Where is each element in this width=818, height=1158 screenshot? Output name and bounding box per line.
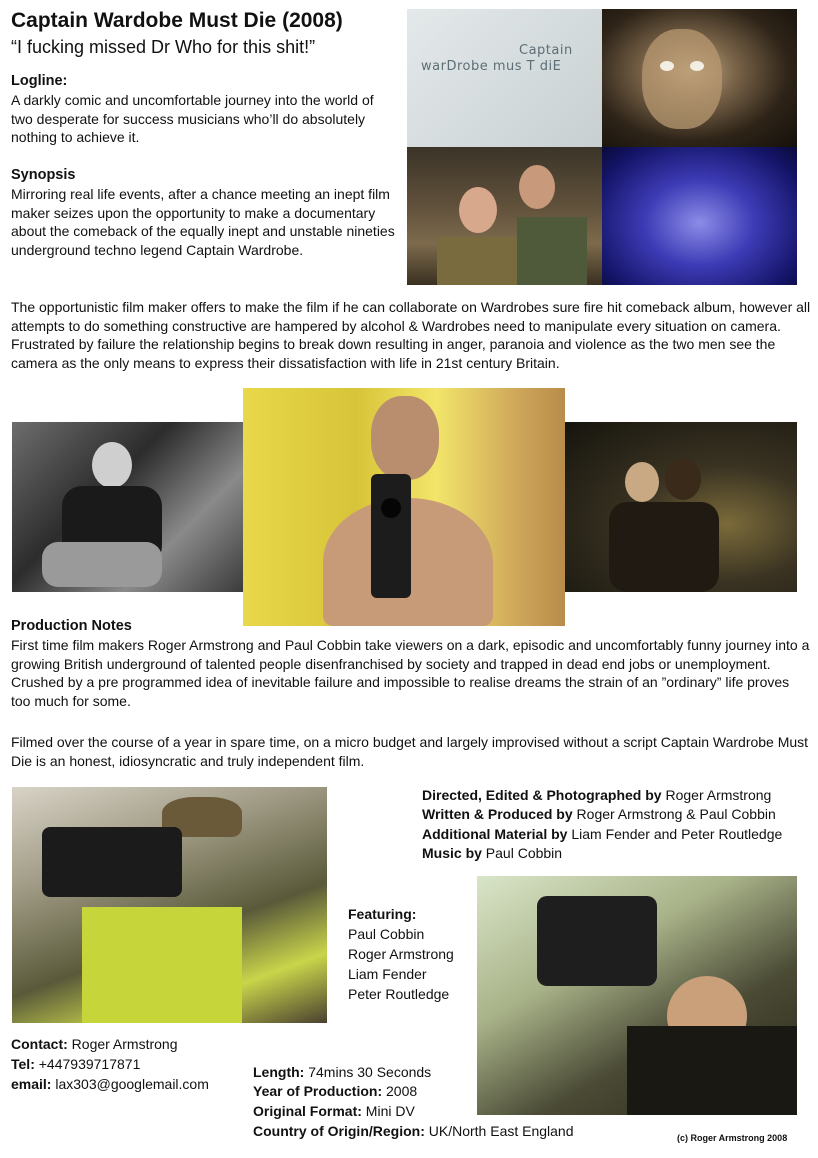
credit-music: Music by Paul Cobbin xyxy=(422,845,563,861)
couple-kissing-photo xyxy=(565,422,797,592)
credit-director: Directed, Edited & Photographed by Roger Armstrong xyxy=(422,787,772,803)
contact-name: Contact: Roger Armstrong xyxy=(11,1036,178,1052)
man-head-in-hands-photo xyxy=(12,422,243,592)
credit-writer-producer: Written & Produced by Roger Armstrong & Paul Cobbin xyxy=(422,806,776,822)
camera-operator-photo xyxy=(477,876,797,1115)
two-men-pointing-photo xyxy=(407,147,602,285)
copyright-notice: (c) Roger Armstrong 2008 xyxy=(677,1133,788,1143)
credit-additional-material: Additional Material by Liam Fender and Peter Routledge xyxy=(422,826,783,842)
production-notes-text: First time film makers Roger Armstrong and Paul Cobbin take viewers on a dark, episodic and uncomfortably funny journey into a growing British underground of talented people disenfranchised by society and trapped in dead end jobs or unemployment. Crushed by a pre programmed idea of inevitable failure and impossible to realise dreams the strain of an ”ordinary” life proves too much for some. xyxy=(11,637,810,709)
spec-format: Original Format: Mini DV xyxy=(253,1103,415,1119)
featuring-heading: Featuring: xyxy=(348,906,417,922)
featuring-name: Peter Routledge xyxy=(348,986,450,1002)
title-logo-image xyxy=(407,9,602,147)
featuring-name: Liam Fender xyxy=(348,966,427,982)
logline-text: A darkly comic and uncomfortable journey into the world of two desperate for success musicians who’ll do absolutely nothing to achieve it. xyxy=(11,92,374,145)
page-title: Captain Wardobe Must Die (2008) xyxy=(11,9,343,32)
featuring-name: Roger Armstrong xyxy=(348,946,454,962)
logline-heading: Logline: xyxy=(11,73,68,89)
spec-length: Length: 74mins 30 Seconds xyxy=(253,1064,432,1080)
staring-man-photo xyxy=(602,9,797,147)
tagline: “I fucking missed Dr Who for this shit!” xyxy=(11,37,316,57)
contact-phone: Tel: +447939717871 xyxy=(11,1056,141,1072)
man-aiming-gun-photo xyxy=(243,388,565,626)
production-notes-heading: Production Notes xyxy=(11,618,132,634)
synopsis-continued: The opportunistic film maker offers to make the film if he can collaborate on Wardrobes sure fire hit comeback album, however all attempts to do something constructive are hampered by alcohol & Wardrobes need to manipulate every situation on camera. Frustrated by failure the relationship begins to break down resulting in anger, paranoia and violence as the two men see the camera as the only means to express their dissatisfaction with life in 21st century Britain. xyxy=(11,299,811,371)
featuring-name: Paul Cobbin xyxy=(348,926,425,942)
logo-caption: Captain warDrobe mus T diE xyxy=(421,43,573,74)
cameraman-photo xyxy=(12,787,327,1023)
synopsis-text: Mirroring real life events, after a chance meeting an inept film maker seizes upon the opportunity to make a documentary about the comeback of the equally inept and unstable nineties underground techno legend Captain Wardrobe. xyxy=(11,186,395,258)
production-notes-text-2: Filmed over the course of a year in spare time, on a micro budget and largely improvised without a script Captain Wardrobe Must Die is an honest, idiosyncratic and truly independent film. xyxy=(11,734,809,769)
spec-year: Year of Production: 2008 xyxy=(253,1083,418,1099)
synopsis-heading: Synopsis xyxy=(11,167,76,183)
contact-email: email: lax303@googlemail.com xyxy=(11,1076,209,1092)
spec-country: Country of Origin/Region: UK/North East England xyxy=(253,1123,574,1139)
blue-dancer-photo xyxy=(602,147,797,285)
